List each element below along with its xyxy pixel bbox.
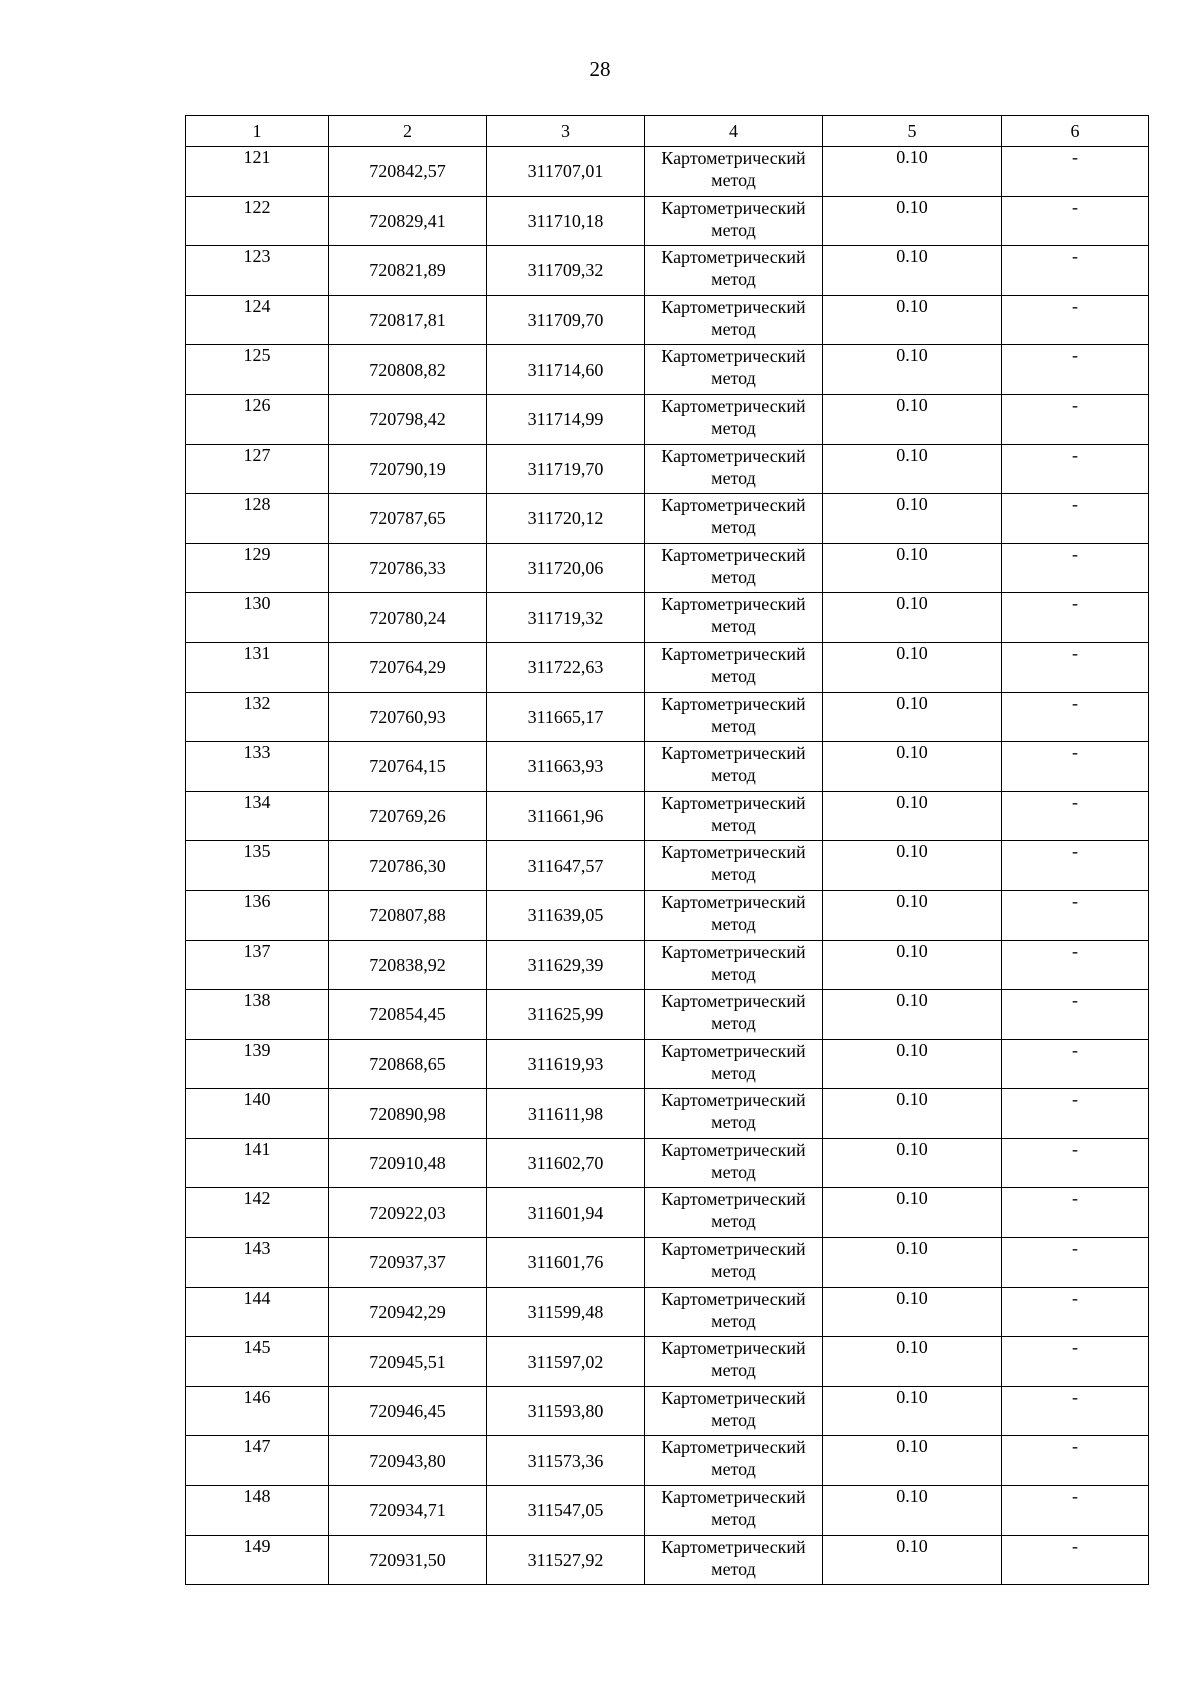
x-coordinate-cell: 720942,29 [329, 1287, 487, 1337]
accuracy-cell: 0.10 [823, 1287, 1002, 1337]
column-header: 3 [487, 116, 645, 147]
table-row [186, 593, 1149, 643]
method-cell [645, 246, 823, 296]
note-cell: - [1002, 890, 1149, 940]
accuracy-cell: 0.10 [823, 593, 1002, 643]
x-coordinate-cell: 720807,88 [329, 890, 487, 940]
table-row [186, 345, 1149, 395]
x-coordinate-cell: 720764,15 [329, 742, 487, 792]
column-header: 2 [329, 116, 487, 147]
table-row [186, 1188, 1149, 1238]
y-coordinate-cell: 311709,70 [487, 295, 645, 345]
point-number-cell: 139 [186, 1039, 329, 1089]
method-line2: метод [711, 1459, 756, 1480]
method-line2: метод [711, 318, 756, 339]
x-coordinate-cell: 720842,57 [329, 147, 487, 197]
accuracy-cell: 0.10 [823, 345, 1002, 395]
point-number-cell: 141 [186, 1138, 329, 1188]
method-line2: метод [711, 1062, 756, 1083]
method-line1: Картометрический [661, 594, 806, 615]
y-coordinate-cell: 311611,98 [487, 1089, 645, 1139]
method-line1: Картометрический [661, 643, 806, 664]
x-coordinate-cell: 720854,45 [329, 990, 487, 1040]
table-body [186, 147, 1149, 1585]
x-coordinate-cell: 720934,71 [329, 1486, 487, 1536]
point-number-cell: 130 [186, 593, 329, 643]
method-line2: метод [711, 566, 756, 587]
y-coordinate-cell: 311714,60 [487, 345, 645, 395]
coordinates-table [185, 115, 1149, 1585]
method-line1: Картометрический [661, 495, 806, 516]
y-coordinate-cell: 311710,18 [487, 196, 645, 246]
x-coordinate-cell: 720945,51 [329, 1337, 487, 1387]
method-cell [645, 1039, 823, 1089]
method-line2: метод [711, 814, 756, 835]
table-row [186, 791, 1149, 841]
table-row [186, 940, 1149, 990]
x-coordinate-cell: 720829,41 [329, 196, 487, 246]
table-row [186, 1535, 1149, 1585]
method-cell [645, 1486, 823, 1536]
y-coordinate-cell: 311709,32 [487, 246, 645, 296]
accuracy-cell: 0.10 [823, 1039, 1002, 1089]
point-number-cell: 123 [186, 246, 329, 296]
note-cell: - [1002, 295, 1149, 345]
x-coordinate-cell: 720790,19 [329, 444, 487, 494]
accuracy-cell: 0.10 [823, 642, 1002, 692]
column-header: 6 [1002, 116, 1149, 147]
note-cell: - [1002, 742, 1149, 792]
method-cell [645, 642, 823, 692]
method-line1: Картометрический [661, 148, 806, 168]
x-coordinate-cell: 720943,80 [329, 1436, 487, 1486]
table-row [186, 196, 1149, 246]
method-cell [645, 1436, 823, 1486]
table-row [186, 692, 1149, 742]
note-cell: - [1002, 147, 1149, 197]
method-line1: Картометрический [661, 941, 806, 962]
table-row [186, 246, 1149, 296]
note-cell: - [1002, 1188, 1149, 1238]
table-row [186, 642, 1149, 692]
note-cell: - [1002, 246, 1149, 296]
note-cell: - [1002, 841, 1149, 891]
note-cell: - [1002, 1535, 1149, 1585]
table-row [186, 1486, 1149, 1536]
accuracy-cell: 0.10 [823, 394, 1002, 444]
table-header-row [186, 116, 1149, 147]
note-cell: - [1002, 494, 1149, 544]
method-cell [645, 1238, 823, 1288]
note-cell: - [1002, 196, 1149, 246]
x-coordinate-cell: 720931,50 [329, 1535, 487, 1585]
accuracy-cell: 0.10 [823, 295, 1002, 345]
method-line1: Картометрический [661, 247, 806, 268]
method-line2: метод [711, 517, 756, 538]
y-coordinate-cell: 311629,39 [487, 940, 645, 990]
method-line2: метод [711, 1558, 756, 1579]
method-line2: метод [711, 219, 756, 240]
table-row [186, 890, 1149, 940]
x-coordinate-cell: 720786,30 [329, 841, 487, 891]
y-coordinate-cell: 311573,36 [487, 1436, 645, 1486]
y-coordinate-cell: 311665,17 [487, 692, 645, 742]
x-coordinate-cell: 720808,82 [329, 345, 487, 395]
accuracy-cell: 0.10 [823, 147, 1002, 197]
y-coordinate-cell: 311599,48 [487, 1287, 645, 1337]
method-line2: метод [711, 616, 756, 637]
table-row [186, 1386, 1149, 1436]
method-line1: Картометрический [661, 1387, 806, 1408]
table-row [186, 1238, 1149, 1288]
point-number-cell: 144 [186, 1287, 329, 1337]
method-line2: метод [711, 1161, 756, 1182]
note-cell: - [1002, 1238, 1149, 1288]
method-line2: метод [711, 913, 756, 934]
point-number-cell: 147 [186, 1436, 329, 1486]
method-line1: Картометрический [661, 1437, 806, 1458]
method-line1: Картометрический [661, 445, 806, 466]
note-cell: - [1002, 1337, 1149, 1387]
note-cell: - [1002, 1089, 1149, 1139]
note-cell: - [1002, 543, 1149, 593]
point-number-cell: 146 [186, 1386, 329, 1436]
y-coordinate-cell: 311619,93 [487, 1039, 645, 1089]
point-number-cell: 127 [186, 444, 329, 494]
method-cell [645, 692, 823, 742]
method-line1: Картометрический [661, 792, 806, 813]
table-row [186, 742, 1149, 792]
table-row [186, 841, 1149, 891]
column-header: 1 [186, 116, 329, 147]
method-line1: Картометрический [661, 1189, 806, 1210]
table-row [186, 295, 1149, 345]
note-cell: - [1002, 642, 1149, 692]
method-line2: метод [711, 715, 756, 736]
x-coordinate-cell: 720821,89 [329, 246, 487, 296]
note-cell: - [1002, 990, 1149, 1040]
note-cell: - [1002, 1039, 1149, 1089]
method-line2: метод [711, 417, 756, 438]
accuracy-cell: 0.10 [823, 1138, 1002, 1188]
note-cell: - [1002, 692, 1149, 742]
method-line1: Картометрический [661, 842, 806, 863]
note-cell: - [1002, 1287, 1149, 1337]
method-cell [645, 196, 823, 246]
y-coordinate-cell: 311663,93 [487, 742, 645, 792]
method-line1: Картометрический [661, 296, 806, 317]
method-cell [645, 890, 823, 940]
method-line2: метод [711, 467, 756, 488]
y-coordinate-cell: 311647,57 [487, 841, 645, 891]
method-line1: Картометрический [661, 693, 806, 714]
y-coordinate-cell: 311602,70 [487, 1138, 645, 1188]
note-cell: - [1002, 1436, 1149, 1486]
method-cell [645, 147, 823, 197]
x-coordinate-cell: 720937,37 [329, 1238, 487, 1288]
method-cell [645, 1138, 823, 1188]
point-number-cell: 135 [186, 841, 329, 891]
method-cell [645, 295, 823, 345]
method-line1: Картометрический [661, 1040, 806, 1061]
method-line1: Картометрический [661, 1288, 806, 1309]
accuracy-cell: 0.10 [823, 990, 1002, 1040]
method-line2: метод [711, 1310, 756, 1331]
method-line2: метод [711, 1112, 756, 1133]
accuracy-cell: 0.10 [823, 1386, 1002, 1436]
accuracy-cell: 0.10 [823, 742, 1002, 792]
point-number-cell: 145 [186, 1337, 329, 1387]
method-line1: Картометрический [661, 197, 806, 218]
method-line2: метод [711, 1360, 756, 1381]
method-cell [645, 394, 823, 444]
method-line1: Картометрический [661, 1487, 806, 1508]
method-line2: метод [711, 1211, 756, 1232]
y-coordinate-cell: 311593,80 [487, 1386, 645, 1436]
x-coordinate-cell: 720868,65 [329, 1039, 487, 1089]
note-cell: - [1002, 940, 1149, 990]
method-cell [645, 593, 823, 643]
y-coordinate-cell: 311720,06 [487, 543, 645, 593]
method-cell [645, 543, 823, 593]
note-cell: - [1002, 1386, 1149, 1436]
table-row [186, 394, 1149, 444]
method-cell [645, 494, 823, 544]
x-coordinate-cell: 720787,65 [329, 494, 487, 544]
table-row [186, 444, 1149, 494]
method-line2: метод [711, 1509, 756, 1530]
note-cell: - [1002, 593, 1149, 643]
method-line2: метод [711, 665, 756, 686]
method-line1: Картометрический [661, 1239, 806, 1260]
accuracy-cell: 0.10 [823, 1337, 1002, 1387]
method-line2: метод [711, 1261, 756, 1282]
table-row [186, 1436, 1149, 1486]
accuracy-cell: 0.10 [823, 890, 1002, 940]
method-cell [645, 791, 823, 841]
accuracy-cell: 0.10 [823, 196, 1002, 246]
method-line2: метод [711, 170, 756, 190]
point-number-cell: 131 [186, 642, 329, 692]
method-cell [645, 345, 823, 395]
accuracy-cell: 0.10 [823, 1436, 1002, 1486]
method-line2: метод [711, 269, 756, 290]
point-number-cell: 143 [186, 1238, 329, 1288]
method-cell [645, 1089, 823, 1139]
accuracy-cell: 0.10 [823, 246, 1002, 296]
accuracy-cell: 0.10 [823, 1188, 1002, 1238]
table-row [186, 1287, 1149, 1337]
accuracy-cell: 0.10 [823, 692, 1002, 742]
y-coordinate-cell: 311720,12 [487, 494, 645, 544]
x-coordinate-cell: 720786,33 [329, 543, 487, 593]
method-cell [645, 940, 823, 990]
y-coordinate-cell: 311601,76 [487, 1238, 645, 1288]
point-number-cell: 125 [186, 345, 329, 395]
x-coordinate-cell: 720890,98 [329, 1089, 487, 1139]
y-coordinate-cell: 311601,94 [487, 1188, 645, 1238]
note-cell: - [1002, 394, 1149, 444]
point-number-cell: 148 [186, 1486, 329, 1536]
table-row [186, 494, 1149, 544]
method-line2: метод [711, 1013, 756, 1034]
method-cell [645, 1188, 823, 1238]
method-line1: Картометрический [661, 1090, 806, 1111]
point-number-cell: 132 [186, 692, 329, 742]
x-coordinate-cell: 720764,29 [329, 642, 487, 692]
method-line1: Картометрический [661, 991, 806, 1012]
point-number-cell: 126 [186, 394, 329, 444]
accuracy-cell: 0.10 [823, 791, 1002, 841]
method-line1: Картометрический [661, 1139, 806, 1160]
x-coordinate-cell: 720838,92 [329, 940, 487, 990]
x-coordinate-cell: 720922,03 [329, 1188, 487, 1238]
note-cell: - [1002, 791, 1149, 841]
table-row [186, 1337, 1149, 1387]
note-cell: - [1002, 1138, 1149, 1188]
note-cell: - [1002, 345, 1149, 395]
method-cell [645, 841, 823, 891]
point-number-cell: 136 [186, 890, 329, 940]
method-line1: Картометрический [661, 1536, 806, 1557]
accuracy-cell: 0.10 [823, 1486, 1002, 1536]
method-line1: Картометрический [661, 1338, 806, 1359]
accuracy-cell: 0.10 [823, 444, 1002, 494]
point-number-cell: 124 [186, 295, 329, 345]
y-coordinate-cell: 311527,92 [487, 1535, 645, 1585]
method-line2: метод [711, 765, 756, 786]
point-number-cell: 133 [186, 742, 329, 792]
accuracy-cell: 0.10 [823, 1089, 1002, 1139]
y-coordinate-cell: 311719,70 [487, 444, 645, 494]
method-line2: метод [711, 1409, 756, 1430]
x-coordinate-cell: 720910,48 [329, 1138, 487, 1188]
table-row [186, 1089, 1149, 1139]
page-number: 28 [589, 57, 611, 81]
table-row [186, 990, 1149, 1040]
method-line1: Картометрический [661, 544, 806, 565]
method-cell [645, 1337, 823, 1387]
note-cell: - [1002, 1486, 1149, 1536]
table-row [186, 1138, 1149, 1188]
method-cell [645, 1535, 823, 1585]
method-line2: метод [711, 368, 756, 389]
table-row [186, 147, 1149, 197]
column-header: 4 [645, 116, 823, 147]
method-cell [645, 990, 823, 1040]
accuracy-cell: 0.10 [823, 1535, 1002, 1585]
column-header: 5 [823, 116, 1002, 147]
method-cell [645, 1287, 823, 1337]
method-cell [645, 1386, 823, 1436]
y-coordinate-cell: 311719,32 [487, 593, 645, 643]
point-number-cell: 142 [186, 1188, 329, 1238]
accuracy-cell: 0.10 [823, 841, 1002, 891]
x-coordinate-cell: 720760,93 [329, 692, 487, 742]
point-number-cell: 149 [186, 1535, 329, 1585]
table-row [186, 543, 1149, 593]
method-line1: Картометрический [661, 891, 806, 912]
y-coordinate-cell: 311597,02 [487, 1337, 645, 1387]
x-coordinate-cell: 720946,45 [329, 1386, 487, 1436]
method-line1: Картометрический [661, 346, 806, 367]
method-cell [645, 742, 823, 792]
y-coordinate-cell: 311661,96 [487, 791, 645, 841]
point-number-cell: 134 [186, 791, 329, 841]
x-coordinate-cell: 720769,26 [329, 791, 487, 841]
point-number-cell: 121 [186, 147, 329, 197]
method-line2: метод [711, 963, 756, 984]
accuracy-cell: 0.10 [823, 940, 1002, 990]
method-line2: метод [711, 864, 756, 885]
table-row [186, 1039, 1149, 1089]
y-coordinate-cell: 311639,05 [487, 890, 645, 940]
y-coordinate-cell: 311707,01 [487, 147, 645, 197]
point-number-cell: 140 [186, 1089, 329, 1139]
point-number-cell: 128 [186, 494, 329, 544]
accuracy-cell: 0.10 [823, 494, 1002, 544]
method-cell [645, 444, 823, 494]
accuracy-cell: 0.10 [823, 543, 1002, 593]
accuracy-cell: 0.10 [823, 1238, 1002, 1288]
y-coordinate-cell: 311714,99 [487, 394, 645, 444]
x-coordinate-cell: 720817,81 [329, 295, 487, 345]
method-line1: Картометрический [661, 395, 806, 416]
point-number-cell: 122 [186, 196, 329, 246]
point-number-cell: 137 [186, 940, 329, 990]
point-number-cell: 138 [186, 990, 329, 1040]
y-coordinate-cell: 311625,99 [487, 990, 645, 1040]
point-number-cell: 129 [186, 543, 329, 593]
y-coordinate-cell: 311722,63 [487, 642, 645, 692]
method-line1: Картометрический [661, 743, 806, 764]
note-cell: - [1002, 444, 1149, 494]
y-coordinate-cell: 311547,05 [487, 1486, 645, 1536]
x-coordinate-cell: 720780,24 [329, 593, 487, 643]
x-coordinate-cell: 720798,42 [329, 394, 487, 444]
